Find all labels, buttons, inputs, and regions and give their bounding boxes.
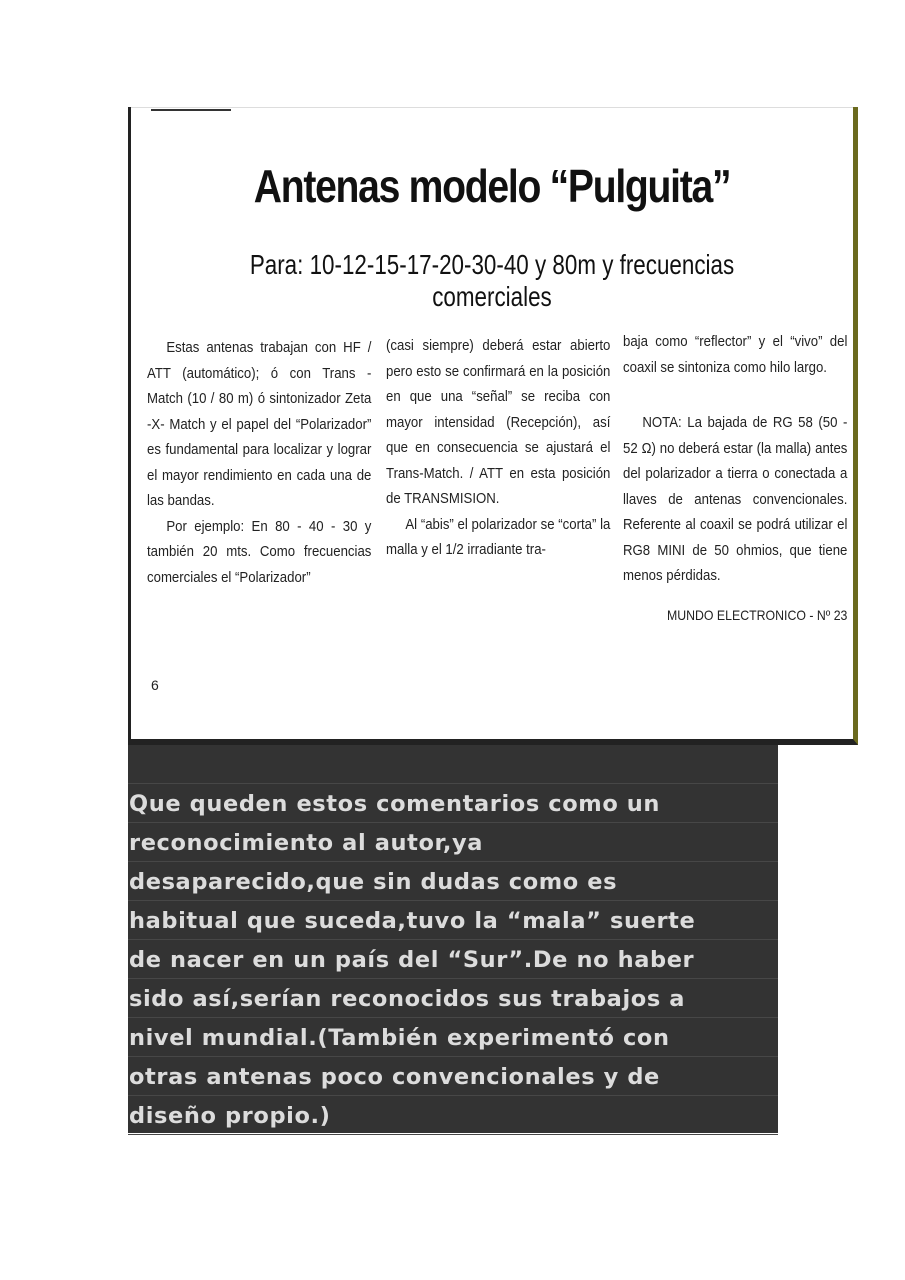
comment-line: otras antenas poco convencionales y de [128, 1057, 778, 1096]
paragraph: baja como “reflector” y el “vivo” del coaxil se sintoniza como hilo largo. [623, 333, 848, 376]
comment-box [128, 745, 778, 1133]
source-credit: MUNDO ELECTRONICO - Nº 23 [666, 606, 848, 623]
comment-line: reconocimiento al autor,ya [128, 823, 778, 862]
article-title: Antenas modelo “Pulguita” [253, 160, 731, 212]
divider [151, 109, 231, 111]
comment-line: habitual que suceda,tuvo la “mala” suerte [128, 901, 778, 940]
paragraph: NOTA: La bajada de RG 58 (50 - 52 Ω) no deberá estar (la malla) antes del polarizador a tierra o conectada a llaves de antenas convencionales. Referente al coaxil se podrá utilizar el RG8 MINI de 50 ohmios, que tiene menos pérdidas. [623, 414, 848, 584]
page-number: 6 [151, 677, 159, 693]
comment-line: Que queden estos comentarios como un [128, 784, 778, 823]
paragraph: Estas antenas trabajan con HF / ATT (automático); ó con Trans - Match (10 / 80 m) ó sintonizador Zeta -X- Match y el papel del “Polarizador” es fundamental para localizar y lograr el mayor rendimiento en cada una de las bandas. [147, 339, 372, 509]
comment-line [128, 745, 778, 784]
scanned-article [128, 107, 858, 745]
paragraph: (casi siempre) deberá estar abierto pero esto se confirmará en la posición en que una “señal” se reciba con mayor intensidad (Recepción), así que en consecuencia se ajustará el Trans-Match. / ATT en esta posición de TRANSMISION. [386, 337, 611, 507]
column-3 [623, 329, 847, 628]
comment-line: nivel mundial.(También experimentó con [128, 1018, 778, 1057]
column-2 [386, 333, 610, 563]
comment-line: sido así,serían reconocidos sus trabajos a [128, 979, 778, 1018]
comment-line: desaparecido,que sin dudas como es [128, 862, 778, 901]
article-subtitle: Para: 10-12-15-17-20-30-40 y 80m y frecuencias comerciales [249, 249, 735, 312]
divider [131, 107, 853, 108]
paragraph: Por ejemplo: En 80 - 40 - 30 y también 20 mts. Como frecuencias comerciales el “Polarizador” [147, 517, 372, 586]
comment-line: de nacer en un país del “Sur”.De no haber [128, 940, 778, 979]
paragraph: Al “abis” el polarizador se “corta” la malla y el 1/2 irradiante tra- [386, 515, 611, 558]
column-1 [147, 335, 371, 590]
comment-line: diseño propio.) [128, 1096, 778, 1135]
